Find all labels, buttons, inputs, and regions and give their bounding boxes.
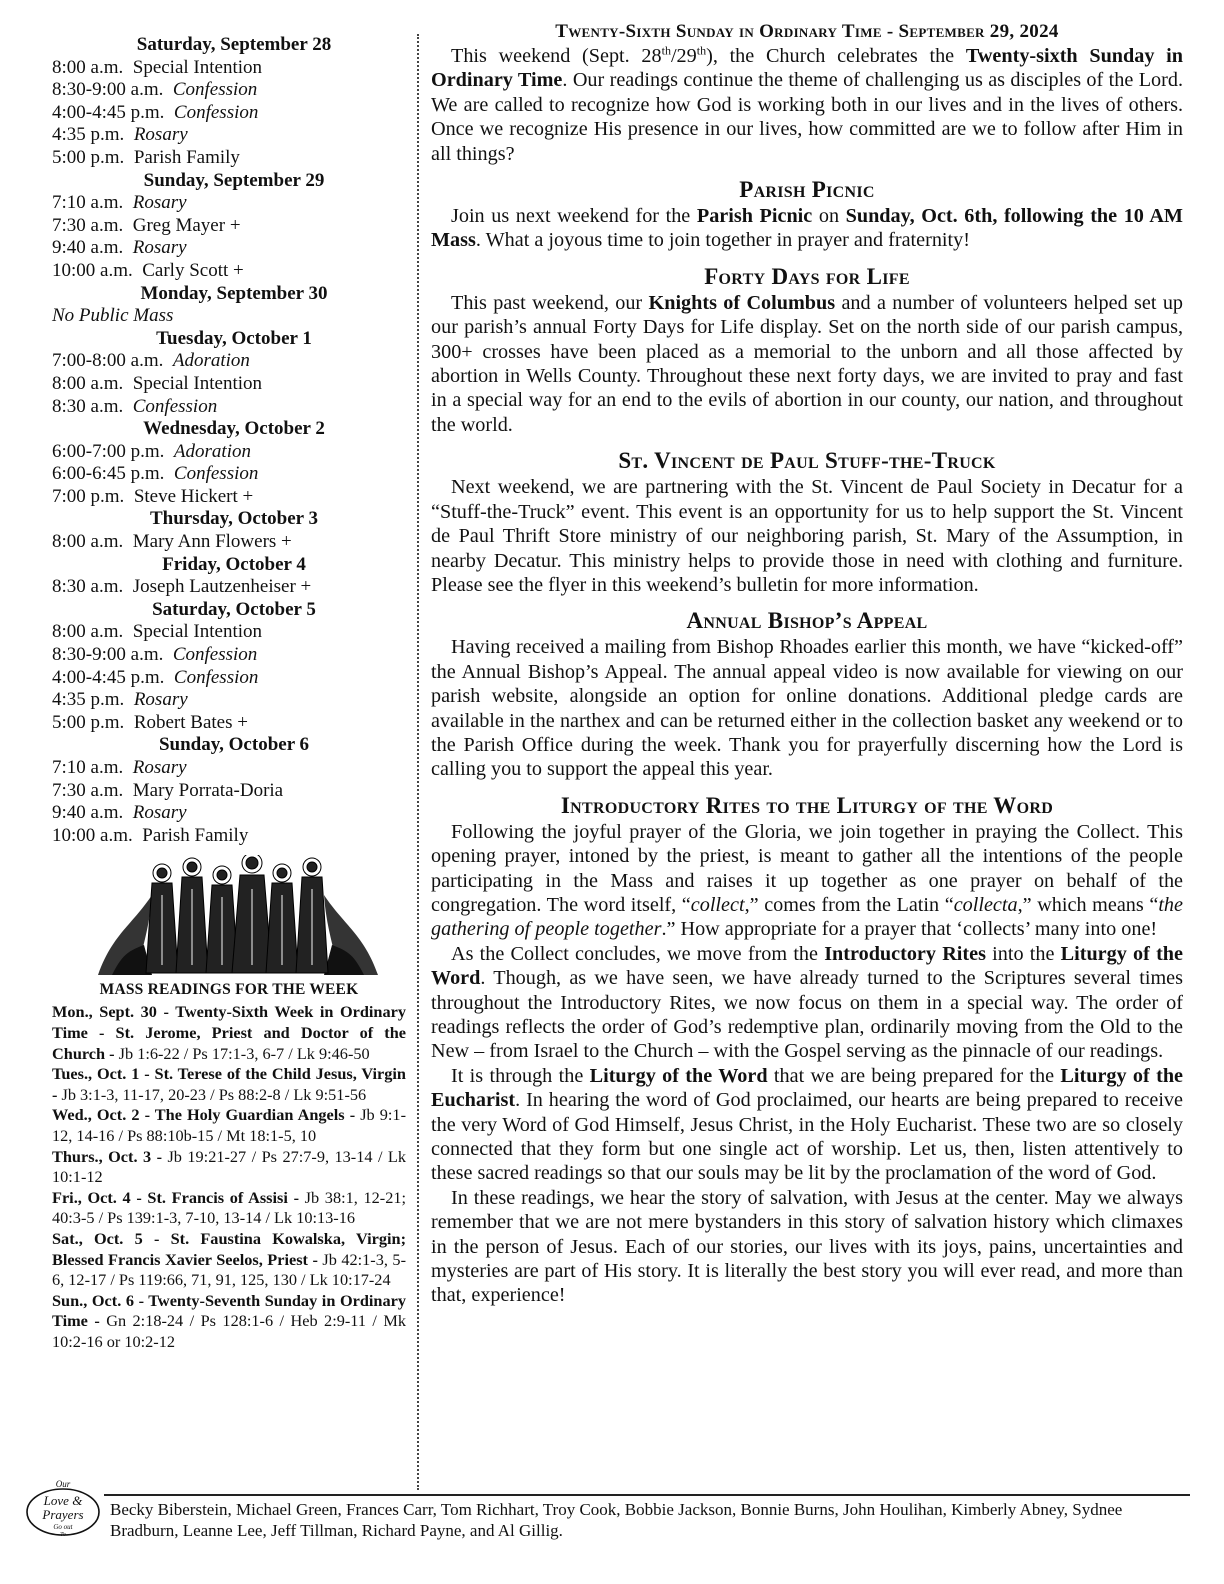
schedule-intention: Confession [172,79,258,101]
schedule-entry [52,531,406,554]
schedule-entry [52,780,406,803]
schedule-intention: Confession [132,395,218,417]
schedule-entry [52,350,406,373]
schedule-entry [52,802,406,825]
schedule-time: 4:00-4:45 p.m. [52,101,165,123]
reading-item [52,1229,406,1291]
reading-references: Jb 3:1-3, 11-17, 20-23 / Ps 88:2-8 / Lk 9:51-56 [57,1084,367,1104]
column-divider [417,34,419,1490]
reading-references: Jb 19:21-27 / Ps 27:7-9, 13-14 / Lk 10:1-12 [52,1146,407,1187]
schedule-intention: No Public Mass [52,305,174,327]
schedule-entry [52,712,406,735]
picnic-heading: Parish Picnic [739,177,875,203]
logo-text-prayers: Prayers [42,1507,84,1522]
reading-item [52,1147,406,1188]
schedule-time: 7:10 a.m. [52,757,124,778]
appeal-heading: Annual Bishop’s Appeal [686,608,928,634]
schedule-intention: Rosary [132,237,187,259]
reading-day: Thurs., Oct. 3 - [52,1146,162,1166]
logo-text-goout: Go out [53,1523,73,1531]
schedule-time: 10:00 a.m. [52,259,133,281]
schedule-time: 8:00 a.m. [52,621,124,643]
schedule-day-heading: Saturday, September 28 [136,34,332,55]
schedule-entry [52,825,406,848]
schedule-intention: Rosary [132,802,187,824]
schedule-entry [52,305,406,328]
reading-references: Jb 38:1, 12-21; 40:3-5 / Ps 139:1-3, 7-10, 13-14 / Lk 10:13-16 [52,1187,406,1228]
schedule-day-heading: Sunday, October 6 [158,734,310,756]
schedule-intention: Special Intention [132,56,263,78]
rites-paragraph-2: As the Collect concludes, we move from the Introductory Rites into the Liturgy of the Word. Though, as we have seen, we have already turned to the Scriptures several times throughout the Introductory Rites, we now focus on them in a special way. The order of readings reflects the order of God’s redemptive plan, ordinarily moving from the Old to the New – from Israel to the Church – with the Gospel serving as the pinnacle of our readings. [431,942,1183,1063]
mass-schedule [52,34,406,847]
schedule-entry [52,463,406,486]
schedule-entry [52,373,406,396]
forty-days-paragraph: This past weekend, our Knights of Columbus and a number of volunteers helped set up our parish’s annual Forty Days for Life display. Set on the north side of our parish campus, 300+ crosses have been placed as a memorial to the unborn and all those affected by abortion in Wells County. Throughout these next forty days, we are invited to pray and fast in a special way for an end to the evils of abortion in our county, our nation, and throughout the world. [431,291,1184,436]
schedule-day-heading: Tuesday, October 1 [156,327,312,349]
schedule-intention: Rosary [133,689,188,711]
schedule-intention: Mary Ann Flowers + [132,531,292,553]
schedule-intention: Steve Hickert + [133,485,254,507]
schedule-intention: Carly Scott + [142,259,244,281]
readings-title: MASS READINGS FOR THE WEEK [99,981,359,999]
schedule-intention: Robert Bates + [133,711,248,733]
schedule-day-heading: Saturday, October 5 [152,598,316,620]
reading-day: Mon., Sept. 30 - Twenty-Sixth Week in Ordinary Time - St. Jerome, Priest and Doctor of the Church - [52,1002,406,1063]
schedule-time: 10:00 a.m. [52,824,133,846]
schedule-time: 4:00-4:45 p.m. [52,666,165,688]
love-and-prayers-logo [22,1478,104,1538]
schedule-time: 6:00-6:45 p.m. [52,463,165,485]
schedule-time: 8:30-9:00 a.m. [52,644,164,666]
schedule-time: 8:00 a.m. [52,372,124,394]
schedule-entry [52,689,406,712]
page-title: Twenty-Sixth Sunday in Ordinary Time - September 29, 2024 [555,21,1059,42]
svdp-paragraph: Next weekend, we are partnering with the St. Vincent de Paul Society in Decatur for a “Stuff-the-Truck” event. This event is an opportunity for us to help support the St. Vincent de Paul Thrift Store ministry of our neighboring parish, St. Mary of the Assumption, in nearby Decatur. This ministry helps to provide those in need with clothing and furniture. Please see the flyer in this weekend’s bulletin for more information. [431,476,1183,596]
schedule-intention: Adoration [173,440,251,462]
schedule-entry [52,644,406,667]
schedule-intention: Confession [172,644,258,666]
reading-day: Sat., Oct. 5 - St. Faustina Kowalska, Virgin; Blessed Francis Xavier Seelos, Priest - [52,1228,406,1269]
picnic-paragraph: Join us next weekend for the Parish Picnic on Sunday, Oct. 6th, following the 10 AM Mass. What a joyous time to join together in prayer and fraternity! [431,205,1183,252]
schedule-time: 7:00-8:00 a.m. [52,350,164,372]
reading-item [52,1105,406,1146]
schedule-time: 6:00-7:00 p.m. [52,440,165,462]
logo-text-our: Our [55,1479,71,1489]
reading-day: Wed., Oct. 2 - The Holy Guardian Angels - [52,1105,356,1125]
schedule-intention: Adoration [172,350,250,372]
schedule-entry [52,147,406,170]
schedule-time: 8:30 a.m. [52,395,124,417]
svdp-heading: St. Vincent de Paul Stuff-the-Truck [618,448,996,474]
mass-readings-list [52,1002,406,1352]
logo-text-love: Love & [43,1493,83,1508]
schedule-day-heading: Thursday, October 3 [149,508,319,530]
schedule-time: 8:30 a.m. [52,576,124,598]
schedule-time: 7:10 a.m. [52,192,124,214]
schedule-entry [52,396,406,419]
reading-references: Jb 9:1-12, 14-16 / Ps 88:10b-15 / Mt 18:1-5, 10 [52,1105,406,1145]
schedule-day-heading: Friday, October 4 [162,553,306,575]
schedule-entry [52,237,406,260]
schedule-entry [52,260,406,283]
rites-heading: Introductory Rites to the Liturgy of the Word [560,792,1054,818]
schedule-intention: Joseph Lautzenheiser + [132,576,312,598]
schedule-intention: Confession [173,666,259,688]
intro-paragraph: This weekend (Sept. 28th/29th), the Church celebrates the Twenty-sixth Sunday in Ordinary Time. Our readings continue the theme of challenging us as disciples of the Lord. We are called to recognize how God is working both in our lives and in the lives of others. Once we recognize His presence in our lives, how committed are we to follow after Him in all things? [431,43,1183,165]
reading-item [52,1002,406,1064]
reading-day: Tues., Oct. 1 - St. Terese of the Child Jesus, Virgin - [52,1064,406,1104]
schedule-time: 8:00 a.m. [52,531,124,553]
schedule-entry [52,124,406,147]
schedule-entry [52,192,406,215]
schedule-time: 8:00 a.m. [52,56,124,78]
schedule-intention: Rosary [132,192,187,214]
schedule-time: 9:40 a.m. [52,802,124,824]
logo-text-to: To [60,1532,66,1538]
schedule-entry [52,79,406,102]
schedule-intention: Mary Porrata-Doria [132,779,284,801]
schedule-entry [52,441,406,464]
reading-day: Sun., Oct. 6 - Twenty-Seventh Sunday in Ordinary Time - [52,1290,406,1331]
schedule-time: 9:40 a.m. [52,237,124,259]
schedule-day-heading: Monday, September 30 [140,282,328,304]
schedule-intention: Confession [173,463,259,485]
schedule-entry [52,757,406,780]
rites-paragraph-3: It is through the Liturgy of the Word that we are being prepared for the Liturgy of the Eucharist. In hearing the word of God proclaimed, our hearts are being prepared to receive the very Word of God Himself, Jesus Christ, in the Holy Eucharist. These two are so closely connected that they form but one single act of worship. Let us, then, listen attentively to these sacred readings so that our souls may be lit by the proclamation of the word of God. [431,1064,1184,1185]
appeal-paragraph: Having received a mailing from Bishop Rhoades earlier this month, we have “kicked-off” the Annual Bishop’s Appeal. The annual appeal video is now available for viewing on our parish website, alongside an option for online donations. Additional pledge cards are available in the narthex and can be returned either in the collection basket any weekend or to the Parish Office during the week. Thank you for prayerfully discerning how the Lord is calling you to support the appeal this year. [431,636,1183,781]
right-column [431,20,1183,1308]
saints-illustration [92,855,384,977]
rites-paragraph-1: Following the joyful prayer of the Gloria, we join together in praying the Collect. This opening prayer, intoned by the priest, is meant to gather all the intentions of the people participating in the Mass and raises it up together as one prayer on behalf of the congregation. The word itself, “collect,” comes from the Latin “collecta,” which means “the gathering of people together.” How appropriate for a prayer that ‘collects’ many into one! [431,820,1183,941]
schedule-intention: Parish Family [142,824,249,846]
prayer-list-names: Becky Biberstein, Michael Green, Frances Carr, Tom Richhart, Troy Cook, Bobbie Jackson, Bonnie Burns, John Houlihan, Kimberly Abney, Sydnee Bradburn, Leanne Lee, Jeff Tillman, Richard Payne, and Al Gillig. [110,1500,1123,1540]
reading-item [52,1064,406,1105]
schedule-day-heading: Wednesday, October 2 [143,418,325,440]
reading-item [52,1291,406,1353]
schedule-entry [52,57,406,80]
reading-item [52,1188,406,1229]
reading-references: Jb 1:6-22 / Ps 17:1-3, 6-7 / Lk 9:46-50 [114,1043,370,1063]
schedule-time: 8:30-9:00 a.m. [52,79,164,101]
schedule-day-heading: Sunday, September 29 [143,169,325,191]
schedule-time: 4:35 p.m. [52,689,125,711]
schedule-intention: Rosary [133,124,188,146]
schedule-intention: Confession [173,101,259,123]
schedule-intention: Rosary [132,757,187,778]
schedule-entry [52,486,406,509]
schedule-time: 5:00 p.m. [52,146,125,168]
schedule-time: 5:00 p.m. [52,711,125,733]
reading-references: Jb 42:1-3, 5-6, 12-17 / Ps 119:66, 71, 91, 125, 130 / Lk 10:17-24 [52,1249,406,1290]
schedule-entry [52,102,406,125]
schedule-time: 7:00 p.m. [52,485,125,507]
schedule-entry [52,576,406,599]
schedule-intention: Greg Mayer + [132,214,241,236]
schedule-entry [52,667,406,690]
left-column [52,34,406,1352]
schedule-intention: Special Intention [132,372,263,394]
schedule-time: 7:30 a.m. [52,214,124,236]
schedule-time: 4:35 p.m. [52,124,125,146]
reading-day: Fri., Oct. 4 - St. Francis of Assisi - [52,1187,299,1207]
schedule-intention: Parish Family [133,146,240,168]
schedule-entry [52,215,406,238]
rites-paragraph-4: In these readings, we hear the story of salvation, with Jesus at the center. May we always remember that we are not mere bystanders in this story of salvation history which climaxes in the person of Jesus. Each of our stories, our lives with its joys, pains, uncertainties and mysteries are part of His story. It is literally the best story you will ever read, and more than that, experience! [431,1186,1183,1307]
forty-days-heading: Forty Days for Life [704,263,910,289]
schedule-intention: Special Intention [132,621,263,643]
footer-rule [104,1494,1190,1496]
schedule-time: 7:30 a.m. [52,779,124,801]
schedule-entry [52,621,406,644]
reading-references: Gn 2:18-24 / Ps 128:1-6 / Heb 2:9-11 / Mk 10:2-16 or 10:2-12 [52,1311,406,1351]
